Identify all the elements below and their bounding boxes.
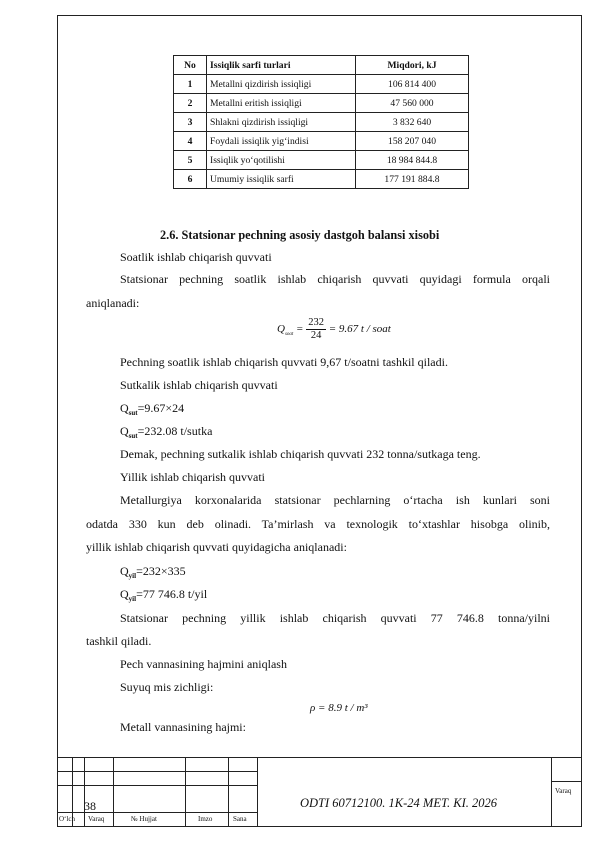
row-name: Issiqlik yo‘qotilishi	[207, 151, 356, 170]
table-row	[174, 75, 469, 94]
varaq-label: Varaq	[555, 787, 572, 795]
sheet-number: 38	[84, 799, 96, 813]
row-value: 106 814 400	[356, 75, 469, 94]
paragraph-hourly-result: Pechning soatlik ishlab chiqarish quvvati 9,67 t/soatni tashkil qiladi.	[120, 355, 448, 369]
fraction-denominator: 24	[310, 330, 322, 341]
title-block-col-line	[257, 757, 258, 827]
paragraph-hourly-heading: Soatlik ishlab chiqarish quvvati	[120, 250, 272, 264]
title-block-col-line	[113, 757, 114, 827]
heat-consumption-table	[173, 55, 469, 189]
row-name: Shlakni qizdirish issiqligi	[207, 113, 356, 132]
equation-daily-2	[120, 424, 212, 439]
formula-result: = 9.67 t / soat	[328, 323, 391, 336]
title-block-col-line	[228, 757, 229, 827]
title-block-col-line	[185, 757, 186, 827]
paragraph-volume-heading: Pech vannasining hajmini aniqlash	[120, 657, 287, 671]
q-subscript: yil	[128, 572, 137, 580]
title-block-top-border	[57, 757, 582, 758]
paragraph-hourly-text: Statsionar pechning soatlik ishlab chiqarish quvvati quyidagi formula orqali	[120, 272, 550, 286]
paragraph-yearly-heading: Yillik ishlab chiqarish quvvati	[120, 470, 265, 484]
equation-yearly-1	[120, 564, 186, 579]
paragraph-daily-heading: Sutkalik ishlab chiqarish quvvati	[120, 378, 278, 392]
title-block-col-line	[84, 757, 85, 827]
row-name: Metallni eritish issiqligi	[207, 94, 356, 113]
formula-fraction	[306, 317, 326, 342]
paragraph-yearly-text-1: Metallurgiya korxonalarida statsionar pechlarning o‘rtacha ish kunlari soni	[120, 493, 550, 507]
q-subscript: yil	[128, 595, 137, 603]
table-row	[174, 94, 469, 113]
paragraph-daily-result: Demak, pechning sutkalik ishlab chiqarish quvvati 232 tonna/sutkaga teng.	[120, 447, 481, 461]
paragraph-bath-volume: Metall vannasining hajmi:	[120, 720, 246, 734]
table-header-row	[174, 56, 469, 75]
label-hujjat: № Hujjat	[131, 815, 157, 823]
row-name: Umumiy issiqlik sarfi	[207, 170, 356, 189]
table-row	[174, 113, 469, 132]
q-symbol: Q	[120, 424, 129, 438]
row-no: 5	[174, 151, 207, 170]
row-value: 47 560 000	[356, 94, 469, 113]
equation-value: =232×335	[136, 564, 186, 578]
title-block-row-line	[57, 771, 257, 772]
equation-daily-1	[120, 401, 184, 416]
section-title: 2.6. Statsionar pechning asosiy dastgoh balansi xisobi	[160, 228, 440, 242]
row-no: 4	[174, 132, 207, 151]
formula-density: ρ = 8.9 t / m³	[310, 702, 368, 714]
row-name: Metallni qizdirish issiqligi	[207, 75, 356, 94]
table-row	[174, 170, 469, 189]
equation-value: =232.08 t/sutka	[137, 424, 213, 438]
label-imzo: Imzo	[198, 815, 213, 823]
row-value: 177 191 884.8	[356, 170, 469, 189]
row-value: 158 207 040	[356, 132, 469, 151]
row-no: 1	[174, 75, 207, 94]
document-code: ODTI 60712100. 1K-24 MET. KI. 2026	[300, 796, 497, 810]
header-no: No	[174, 56, 207, 75]
paragraph-yearly-result-1: Statsionar pechning yillik ishlab chiqarish quvvati 77 746.8 tonna/yilni	[120, 611, 550, 625]
label-olch: O‘lch	[59, 815, 75, 823]
fraction-numerator: 232	[308, 317, 324, 328]
row-no: 2	[174, 94, 207, 113]
title-block-row-line	[57, 785, 257, 786]
paragraph-density: Suyuq mis zichligi:	[120, 680, 214, 694]
q-subscript: sut	[128, 409, 138, 417]
formula-q: Q	[277, 323, 285, 336]
equation-value: =77 746.8 t/yil	[136, 587, 208, 601]
equation-yearly-2	[120, 587, 207, 602]
formula-q-sub: soat	[284, 332, 294, 338]
q-symbol: Q	[120, 401, 129, 415]
row-name: Foydali issiqlik yig‘indisi	[207, 132, 356, 151]
q-symbol: Q	[120, 587, 129, 601]
paragraph-hourly-text-cont: aniqlanadi:	[86, 296, 140, 310]
label-sana: Sana	[233, 815, 247, 823]
header-type: Issiqlik sarfi turlari	[207, 56, 356, 75]
title-block-varaq-line	[551, 781, 582, 782]
row-no: 6	[174, 170, 207, 189]
q-subscript: sut	[128, 432, 138, 440]
paragraph-yearly-text-3: yillik ishlab chiqarish quvvati quyidagicha aniqlanadi:	[86, 540, 347, 554]
table-row	[174, 132, 469, 151]
paragraph-yearly-result-2: tashkil qiladi.	[86, 634, 152, 648]
q-symbol: Q	[120, 564, 129, 578]
title-block-col-line	[551, 757, 552, 827]
formula-hourly	[277, 317, 391, 342]
header-amount: Miqdori, kJ	[356, 56, 469, 75]
row-value: 3 832 640	[356, 113, 469, 132]
row-no: 3	[174, 113, 207, 132]
equation-value: =9.67×24	[137, 401, 185, 415]
label-varaq: Varaq	[88, 815, 105, 823]
paragraph-yearly-text-2: odatda 330 kun deb olinadi. Ta’mirlash va texnologik to‘xtashlar hisobga olinib,	[86, 517, 550, 531]
table-row	[174, 151, 469, 170]
row-value: 18 984 844.8	[356, 151, 469, 170]
formula-equals: =	[296, 323, 304, 336]
